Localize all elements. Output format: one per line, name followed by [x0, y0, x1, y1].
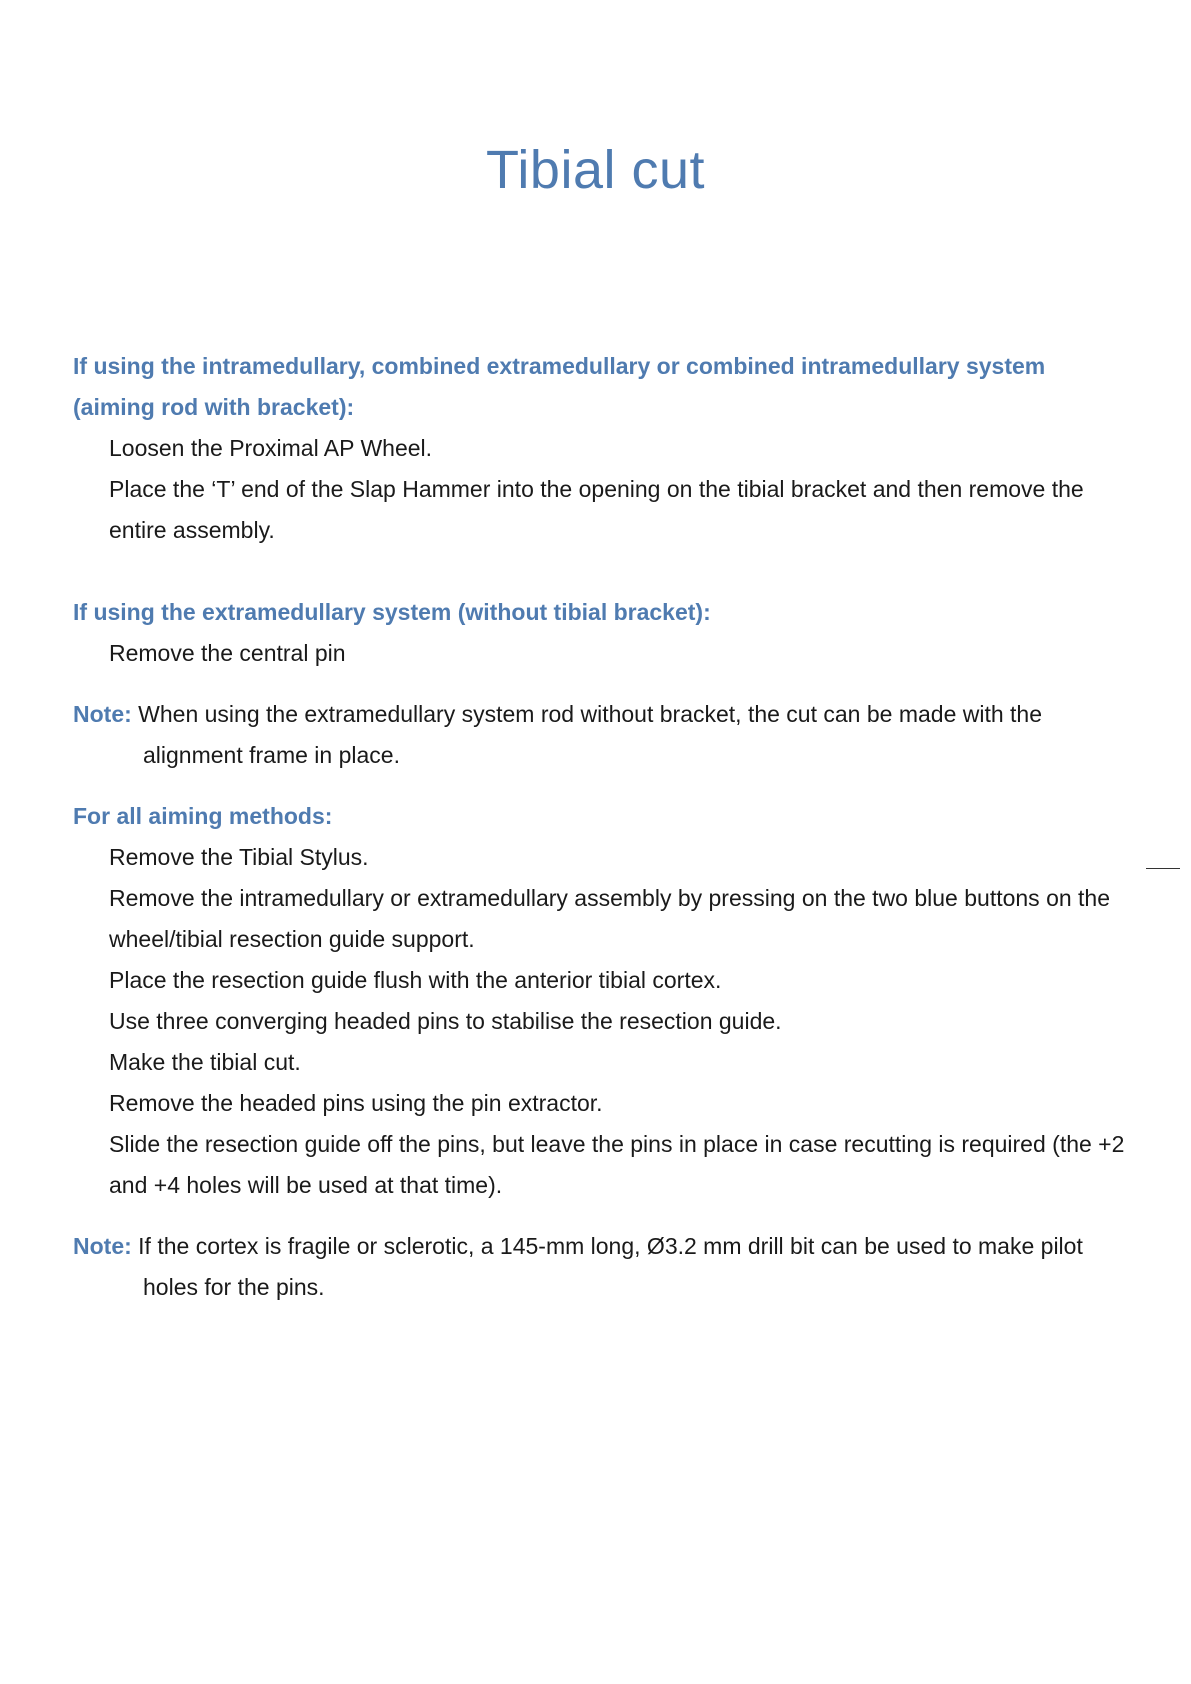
step-text: Loosen the Proximal AP Wheel.: [109, 435, 433, 461]
margin-tick-mark: [1146, 868, 1180, 869]
step-text: Use three converging headed pins to stabilise the resection guide.: [109, 1008, 782, 1034]
note-text: If the cortex is fragile or sclerotic, a 145-mm long, Ø3.2 mm drill bit can be used to make pilot holes for the pins.: [131, 1233, 1083, 1300]
spacer: [73, 776, 1133, 796]
step-text: Remove the headed pins using the pin extractor.: [109, 1090, 603, 1116]
document-body: [73, 346, 1133, 1308]
section-heading-all-methods: For all aiming methods:: [73, 803, 333, 829]
section-heading-extramedullary: If using the extramedullary system (without tibial bracket):: [73, 599, 711, 625]
note-label: Note:: [73, 1233, 132, 1259]
spacer: [73, 674, 1133, 694]
step-text: Remove the Tibial Stylus.: [109, 844, 369, 870]
note-cortex: [73, 1226, 1133, 1308]
step-text: Make the tibial cut.: [109, 1049, 301, 1075]
note-label: Note:: [73, 701, 132, 727]
step-text: Place the resection guide flush with the anterior tibial cortex.: [109, 967, 722, 993]
step-text: Remove the central pin: [109, 640, 346, 666]
step-text: Remove the intramedullary or extramedullary assembly by pressing on the two blue buttons on the wheel/tibial resection guide support.: [109, 885, 1111, 952]
spacer: [73, 1206, 1133, 1226]
step-text: Slide the resection guide off the pins, but leave the pins in place in case recutting is required (the +2 and +4 holes will be used at that time).: [109, 1131, 1125, 1198]
note-text: When using the extramedullary system rod without bracket, the cut can be made with the alignment frame in place.: [131, 701, 1043, 768]
spacer: [73, 551, 1133, 592]
page-title: Tibial cut: [485, 140, 706, 200]
step-text: Place the ‘T’ end of the Slap Hammer into the opening on the tibial bracket and then remove the entire assembly.: [109, 476, 1084, 543]
section-heading-intramedullary: If using the intramedullary, combined extramedullary or combined intramedullary system (aiming rod with bracket):: [73, 353, 1046, 420]
note-extramedullary: [73, 694, 1133, 776]
